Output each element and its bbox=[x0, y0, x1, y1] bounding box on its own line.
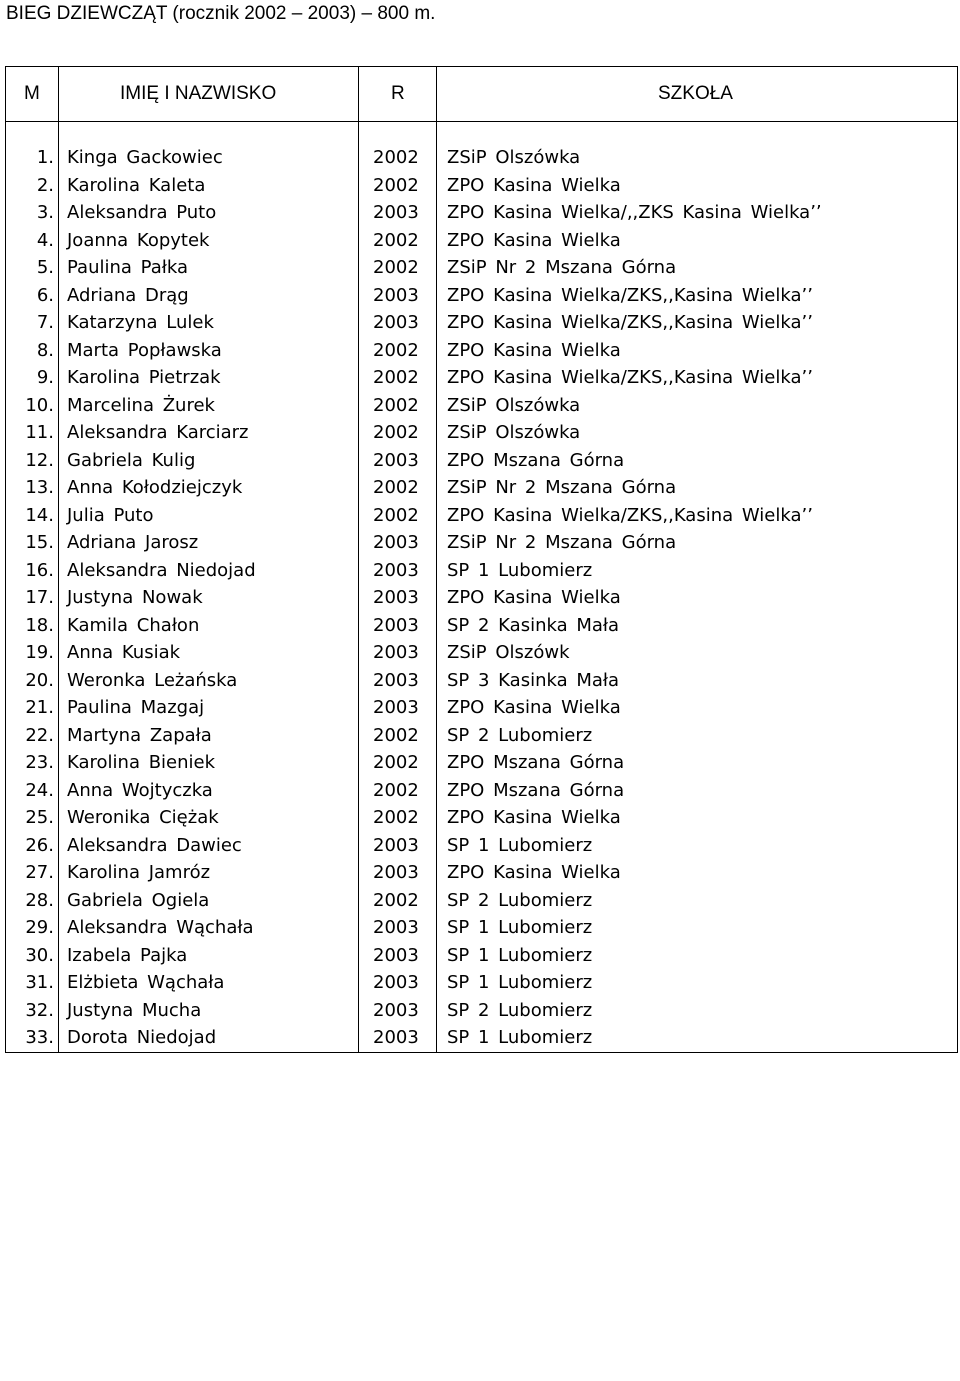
name-cell: Katarzyna Lulek bbox=[59, 309, 359, 337]
table-row bbox=[6, 502, 958, 530]
table-row bbox=[6, 942, 958, 970]
name-cell: Anna Kołodziejczyk bbox=[59, 474, 359, 502]
table-row bbox=[6, 749, 958, 777]
place-cell: 24. bbox=[6, 777, 59, 805]
year-cell: 2003 bbox=[359, 997, 437, 1025]
year-cell: 2003 bbox=[359, 914, 437, 942]
school-cell: ZPO Kasina Wielka/ZKS,,Kasina Wielka’’ bbox=[437, 282, 958, 310]
school-cell: ZPO Kasina Wielka bbox=[437, 584, 958, 612]
name-cell: Paulina Pałka bbox=[59, 254, 359, 282]
table-row bbox=[6, 887, 958, 915]
school-cell: ZSiP Olszówka bbox=[437, 392, 958, 420]
table-row bbox=[6, 914, 958, 942]
school-cell: ZPO Mszana Górna bbox=[437, 777, 958, 805]
school-cell: SP 2 Lubomierz bbox=[437, 887, 958, 915]
place-cell: 2. bbox=[6, 172, 59, 200]
school-cell: SP 1 Lubomierz bbox=[437, 557, 958, 585]
name-cell: Izabela Pajka bbox=[59, 942, 359, 970]
table-row bbox=[6, 199, 958, 227]
name-cell: Aleksandra Karciarz bbox=[59, 419, 359, 447]
results-body bbox=[6, 144, 958, 1052]
name-cell: Joanna Kopytek bbox=[59, 227, 359, 255]
school-cell: ZSiP Olszówk bbox=[437, 639, 958, 667]
year-cell: 2002 bbox=[359, 392, 437, 420]
school-cell: ZSiP Nr 2 Mszana Górna bbox=[437, 474, 958, 502]
table-row bbox=[6, 667, 958, 695]
table-row bbox=[6, 584, 958, 612]
year-cell: 2003 bbox=[359, 969, 437, 997]
school-cell: ZPO Kasina Wielka bbox=[437, 804, 958, 832]
place-cell: 1. bbox=[6, 144, 59, 172]
year-cell: 2003 bbox=[359, 942, 437, 970]
year-cell: 2002 bbox=[359, 474, 437, 502]
header-school: SZKOŁA bbox=[437, 67, 958, 122]
year-cell: 2003 bbox=[359, 309, 437, 337]
school-cell: ZPO Mszana Górna bbox=[437, 447, 958, 475]
table-row bbox=[6, 694, 958, 722]
school-cell: SP 2 Lubomierz bbox=[437, 722, 958, 750]
document-title: BIEG DZIEWCZĄT (rocznik 2002 – 2003) – 800 m. bbox=[6, 3, 436, 24]
place-cell: 22. bbox=[6, 722, 59, 750]
name-cell: Aleksandra Puto bbox=[59, 199, 359, 227]
place-cell: 18. bbox=[6, 612, 59, 640]
place-cell: 7. bbox=[6, 309, 59, 337]
place-cell: 31. bbox=[6, 969, 59, 997]
table-header-row bbox=[6, 67, 958, 122]
year-cell: 2003 bbox=[359, 557, 437, 585]
year-cell: 2002 bbox=[359, 364, 437, 392]
place-cell: 6. bbox=[6, 282, 59, 310]
name-cell: Weronika Ciężak bbox=[59, 804, 359, 832]
place-cell: 3. bbox=[6, 199, 59, 227]
year-cell: 2002 bbox=[359, 227, 437, 255]
place-cell: 9. bbox=[6, 364, 59, 392]
name-cell: Elżbieta Wąchała bbox=[59, 969, 359, 997]
year-cell: 2002 bbox=[359, 777, 437, 805]
year-cell: 2003 bbox=[359, 584, 437, 612]
school-cell: ZSiP Olszówka bbox=[437, 144, 958, 172]
year-cell: 2003 bbox=[359, 639, 437, 667]
table-row bbox=[6, 832, 958, 860]
table-row bbox=[6, 804, 958, 832]
place-cell: 12. bbox=[6, 447, 59, 475]
place-cell: 27. bbox=[6, 859, 59, 887]
school-cell: ZPO Kasina Wielka/,,ZKS Kasina Wielka’’ bbox=[437, 199, 958, 227]
name-cell: Adriana Drąg bbox=[59, 282, 359, 310]
table-row bbox=[6, 227, 958, 255]
place-cell: 11. bbox=[6, 419, 59, 447]
school-cell: ZPO Kasina Wielka/ZKS,,Kasina Wielka’’ bbox=[437, 364, 958, 392]
school-cell: SP 2 Lubomierz bbox=[437, 997, 958, 1025]
year-cell: 2003 bbox=[359, 667, 437, 695]
name-cell: Karolina Kaleta bbox=[59, 172, 359, 200]
school-cell: SP 3 Kasinka Mała bbox=[437, 667, 958, 695]
school-cell: SP 2 Kasinka Mała bbox=[437, 612, 958, 640]
place-cell: 5. bbox=[6, 254, 59, 282]
name-cell: Anna Kusiak bbox=[59, 639, 359, 667]
name-cell: Marta Popławska bbox=[59, 337, 359, 365]
table-row bbox=[6, 309, 958, 337]
place-cell: 28. bbox=[6, 887, 59, 915]
year-cell: 2003 bbox=[359, 859, 437, 887]
place-cell: 16. bbox=[6, 557, 59, 585]
place-cell: 13. bbox=[6, 474, 59, 502]
year-cell: 2002 bbox=[359, 749, 437, 777]
table-row bbox=[6, 969, 958, 997]
table-row bbox=[6, 172, 958, 200]
table-row bbox=[6, 529, 958, 557]
table-row bbox=[6, 722, 958, 750]
name-cell: Gabriela Ogiela bbox=[59, 887, 359, 915]
year-cell: 2002 bbox=[359, 172, 437, 200]
school-cell: ZPO Kasina Wielka bbox=[437, 859, 958, 887]
year-cell: 2003 bbox=[359, 694, 437, 722]
table-row bbox=[6, 364, 958, 392]
place-cell: 25. bbox=[6, 804, 59, 832]
year-cell: 2002 bbox=[359, 804, 437, 832]
table-row bbox=[6, 557, 958, 585]
spacer-row bbox=[6, 122, 958, 145]
year-cell: 2002 bbox=[359, 722, 437, 750]
year-cell: 2003 bbox=[359, 447, 437, 475]
place-cell: 8. bbox=[6, 337, 59, 365]
place-cell: 32. bbox=[6, 997, 59, 1025]
table-row bbox=[6, 337, 958, 365]
name-cell: Karolina Jamróz bbox=[59, 859, 359, 887]
year-cell: 2002 bbox=[359, 887, 437, 915]
name-cell: Martyna Zapała bbox=[59, 722, 359, 750]
year-cell: 2002 bbox=[359, 144, 437, 172]
name-cell: Karolina Bieniek bbox=[59, 749, 359, 777]
name-cell: Aleksandra Niedojad bbox=[59, 557, 359, 585]
place-cell: 21. bbox=[6, 694, 59, 722]
name-cell: Kamila Chałon bbox=[59, 612, 359, 640]
year-cell: 2003 bbox=[359, 832, 437, 860]
school-cell: ZPO Kasina Wielka bbox=[437, 172, 958, 200]
name-cell: Aleksandra Dawiec bbox=[59, 832, 359, 860]
table-row bbox=[6, 997, 958, 1025]
year-cell: 2003 bbox=[359, 199, 437, 227]
school-cell: ZPO Kasina Wielka/ZKS,,Kasina Wielka’’ bbox=[437, 309, 958, 337]
school-cell: SP 1 Lubomierz bbox=[437, 942, 958, 970]
place-cell: 15. bbox=[6, 529, 59, 557]
header-place: M bbox=[6, 67, 59, 122]
school-cell: ZPO Mszana Górna bbox=[437, 749, 958, 777]
school-cell: ZSiP Nr 2 Mszana Górna bbox=[437, 529, 958, 557]
table-row bbox=[6, 144, 958, 172]
school-cell: ZPO Kasina Wielka bbox=[437, 694, 958, 722]
name-cell: Julia Puto bbox=[59, 502, 359, 530]
spacer-cell bbox=[59, 122, 359, 145]
school-cell: SP 1 Lubomierz bbox=[437, 832, 958, 860]
year-cell: 2003 bbox=[359, 529, 437, 557]
place-cell: 17. bbox=[6, 584, 59, 612]
year-cell: 2002 bbox=[359, 337, 437, 365]
table-row bbox=[6, 859, 958, 887]
place-cell: 33. bbox=[6, 1024, 59, 1052]
name-cell: Justyna Mucha bbox=[59, 997, 359, 1025]
school-cell: ZPO Kasina Wielka/ZKS,,Kasina Wielka’’ bbox=[437, 502, 958, 530]
year-cell: 2003 bbox=[359, 282, 437, 310]
place-cell: 10. bbox=[6, 392, 59, 420]
name-cell: Aleksandra Wąchała bbox=[59, 914, 359, 942]
school-cell: ZSiP Nr 2 Mszana Górna bbox=[437, 254, 958, 282]
table-row bbox=[6, 392, 958, 420]
place-cell: 30. bbox=[6, 942, 59, 970]
year-cell: 2003 bbox=[359, 1024, 437, 1052]
table-row bbox=[6, 282, 958, 310]
table-row bbox=[6, 419, 958, 447]
table-row bbox=[6, 612, 958, 640]
name-cell: Marcelina Żurek bbox=[59, 392, 359, 420]
results-table bbox=[5, 66, 958, 1053]
place-cell: 20. bbox=[6, 667, 59, 695]
spacer-cell bbox=[437, 122, 958, 145]
table-row bbox=[6, 639, 958, 667]
school-cell: ZPO Kasina Wielka bbox=[437, 227, 958, 255]
name-cell: Weronka Leżańska bbox=[59, 667, 359, 695]
table-row bbox=[6, 254, 958, 282]
name-cell: Gabriela Kulig bbox=[59, 447, 359, 475]
name-cell: Anna Wojtyczka bbox=[59, 777, 359, 805]
spacer-cell bbox=[6, 122, 59, 145]
name-cell: Karolina Pietrzak bbox=[59, 364, 359, 392]
school-cell: ZPO Kasina Wielka bbox=[437, 337, 958, 365]
name-cell: Paulina Mazgaj bbox=[59, 694, 359, 722]
year-cell: 2002 bbox=[359, 419, 437, 447]
name-cell: Adriana Jarosz bbox=[59, 529, 359, 557]
table-row bbox=[6, 447, 958, 475]
place-cell: 4. bbox=[6, 227, 59, 255]
school-cell: SP 1 Lubomierz bbox=[437, 1024, 958, 1052]
place-cell: 26. bbox=[6, 832, 59, 860]
spacer-cell bbox=[359, 122, 437, 145]
year-cell: 2002 bbox=[359, 254, 437, 282]
table-row bbox=[6, 777, 958, 805]
school-cell: ZSiP Olszówka bbox=[437, 419, 958, 447]
place-cell: 14. bbox=[6, 502, 59, 530]
school-cell: SP 1 Lubomierz bbox=[437, 914, 958, 942]
table-row bbox=[6, 474, 958, 502]
header-year: R bbox=[359, 67, 437, 122]
year-cell: 2003 bbox=[359, 612, 437, 640]
name-cell: Justyna Nowak bbox=[59, 584, 359, 612]
school-cell: SP 1 Lubomierz bbox=[437, 969, 958, 997]
place-cell: 29. bbox=[6, 914, 59, 942]
name-cell: Dorota Niedojad bbox=[59, 1024, 359, 1052]
place-cell: 23. bbox=[6, 749, 59, 777]
name-cell: Kinga Gackowiec bbox=[59, 144, 359, 172]
header-name: IMIĘ I NAZWISKO bbox=[59, 67, 359, 122]
table-row bbox=[6, 1024, 958, 1052]
year-cell: 2002 bbox=[359, 502, 437, 530]
place-cell: 19. bbox=[6, 639, 59, 667]
